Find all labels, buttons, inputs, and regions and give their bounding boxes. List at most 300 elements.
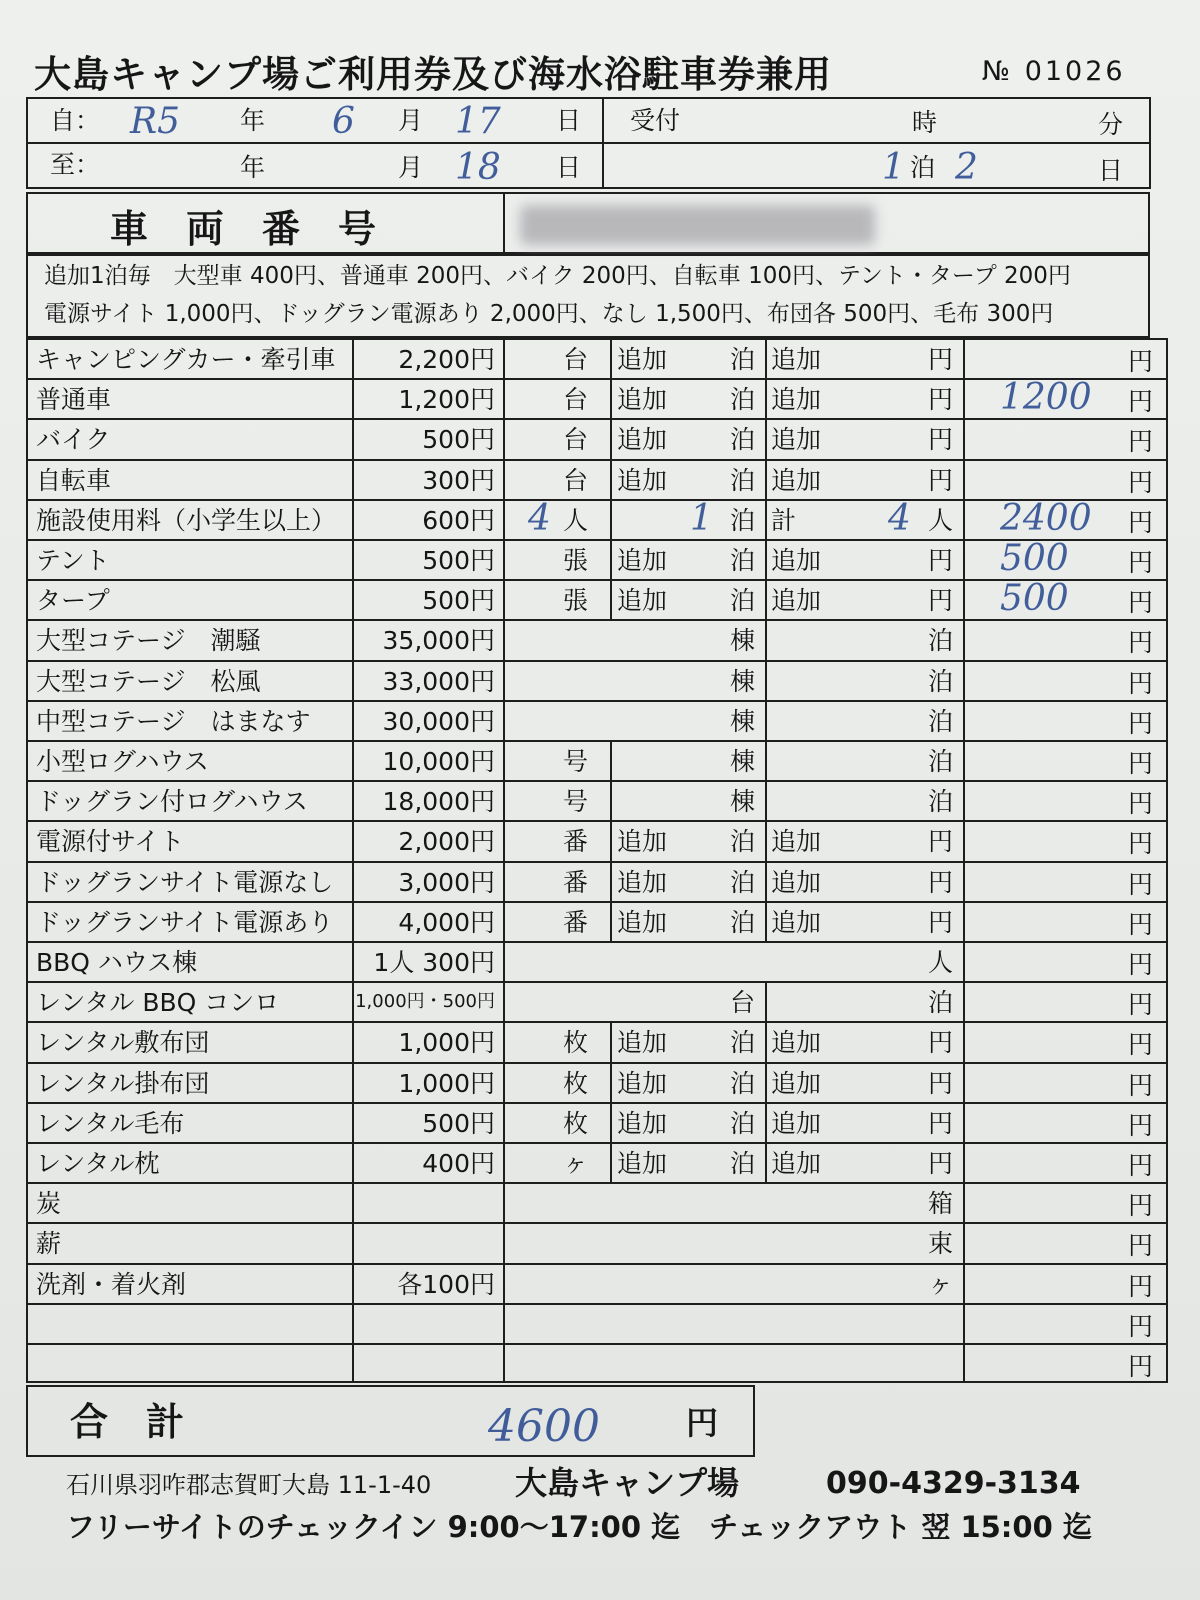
table-row-divider xyxy=(26,780,1168,782)
item-price: 4,000円 xyxy=(398,907,495,937)
table-column-divider xyxy=(352,418,354,458)
table-column-divider xyxy=(352,579,354,619)
item-price: 500円 xyxy=(422,1108,495,1138)
from-year-unit: 年 xyxy=(240,106,266,135)
table-row-divider xyxy=(26,981,1168,983)
table-column-divider xyxy=(610,780,612,820)
table-column-divider xyxy=(963,941,965,981)
table-column-divider xyxy=(352,901,354,941)
nights-unit: 台 xyxy=(730,988,756,1018)
nights-unit: 泊 xyxy=(730,586,756,616)
extra-label: 追加 xyxy=(771,1028,822,1058)
table-column-divider xyxy=(963,981,965,1021)
notice-line-2: 電源サイト 1,000円、ドッグラン電源あり 2,000円、なし 1,500円、布団各 500円、毛布 300円 xyxy=(44,301,1054,327)
from-month-unit: 月 xyxy=(398,106,424,135)
extra-label: 追加 xyxy=(617,465,668,495)
table-column-divider xyxy=(963,861,965,901)
extra-label: 追加 xyxy=(771,827,822,857)
yen-or-unit: 円 xyxy=(928,1068,954,1098)
yen-or-unit: 円 xyxy=(928,586,954,616)
unit-count: 号 xyxy=(563,787,589,817)
yen-or-unit: 円 xyxy=(928,907,954,937)
serial-value: 01026 xyxy=(1024,56,1126,87)
table-column-divider xyxy=(352,1222,354,1262)
row-total-hand: 500 xyxy=(1000,538,1069,579)
table-column-divider xyxy=(503,780,505,820)
table-column-divider xyxy=(765,1021,767,1061)
table-column-divider xyxy=(765,820,767,860)
item-price: 2,000円 xyxy=(398,827,495,857)
item-price: 1,000円・500円 xyxy=(355,991,495,1013)
row-total-yen: 円 xyxy=(1128,749,1154,778)
table-column-divider xyxy=(503,619,505,659)
unit-count: 枚 xyxy=(563,1108,589,1138)
extra-label: 追加 xyxy=(617,1108,668,1138)
extra-label: 追加 xyxy=(771,425,822,455)
extra-label: 追加 xyxy=(771,1149,822,1178)
row-total-yen: 円 xyxy=(1128,909,1154,939)
table-column-divider xyxy=(765,418,767,458)
yen-or-unit: 円 xyxy=(928,425,954,455)
item-name: レンタル掛布団 xyxy=(36,1068,210,1098)
table-row-divider xyxy=(26,539,1168,541)
nights-unit: 泊 xyxy=(730,465,756,495)
row-total-yen: 円 xyxy=(1128,1070,1154,1100)
table-row-divider xyxy=(26,499,1168,501)
table-column-divider xyxy=(352,338,354,378)
table-column-divider xyxy=(352,539,354,579)
yen-or-unit: 人 xyxy=(928,505,954,535)
table-column-divider xyxy=(765,499,767,539)
total-unit: 円 xyxy=(686,1404,719,1442)
row-total-yen: 円 xyxy=(1128,1311,1154,1341)
table-column-divider xyxy=(503,1263,505,1303)
table-column-divider xyxy=(610,740,612,780)
yen-or-unit: 泊 xyxy=(928,626,954,656)
table-row-divider xyxy=(26,1263,1168,1265)
item-name: レンタル BBQ コンロ xyxy=(36,988,280,1018)
row-total-hand: 2400 xyxy=(1000,497,1092,539)
nights-unit: 泊 xyxy=(730,505,756,535)
row-total-yen: 円 xyxy=(1128,668,1154,698)
row-total-yen: 円 xyxy=(1128,1352,1154,1381)
nights-unit: 棟 xyxy=(730,747,756,776)
extra-label: 追加 xyxy=(617,385,668,415)
row-total-yen: 円 xyxy=(1128,548,1154,577)
footer-address: 石川県羽咋郡志賀町大島 11-1-40 xyxy=(66,1471,432,1499)
table-column-divider xyxy=(503,579,505,619)
table-column-divider xyxy=(503,740,505,780)
item-price: 30,000円 xyxy=(382,706,495,736)
table-column-divider xyxy=(963,539,965,579)
table-column-divider xyxy=(503,539,505,579)
table-column-divider xyxy=(963,338,965,378)
extra-label: 追加 xyxy=(771,385,822,415)
item-name: 大型コテージ 潮騒 xyxy=(36,626,261,656)
nights-count-hand: 1 xyxy=(690,497,713,539)
item-name: 中型コテージ はまなす xyxy=(36,706,311,736)
extra-label: 追加 xyxy=(771,465,822,495)
table-row-divider xyxy=(26,619,1168,621)
table-column-divider xyxy=(610,820,612,860)
table-row-divider xyxy=(26,1343,1168,1345)
table-column-divider xyxy=(503,1021,505,1061)
row-total-yen: 円 xyxy=(1128,1151,1154,1180)
item-price: 500円 xyxy=(422,586,495,616)
item-name: 洗剤・着火剤 xyxy=(36,1269,187,1299)
table-column-divider xyxy=(352,1303,354,1343)
table-column-divider xyxy=(765,579,767,619)
table-column-divider xyxy=(503,820,505,860)
vehicle-number-label: 車 両 番 号 xyxy=(110,207,377,251)
extra-label: 追加 xyxy=(617,546,668,575)
footer-phone: 090-4329-3134 xyxy=(826,1466,1081,1501)
unit-count: 張 xyxy=(563,586,589,616)
nights-hand: 1 xyxy=(882,147,905,188)
footer-hours: フリーサイトのチェックイン 9:00〜17:00 迄 チェックアウト 翌 15:00 迄 xyxy=(66,1510,1092,1544)
row-total-yen: 円 xyxy=(1128,1271,1154,1301)
table-column-divider xyxy=(610,1062,612,1102)
table-column-divider xyxy=(765,660,767,700)
item-name: 施設使用料（小学生以上） xyxy=(36,505,337,535)
table-column-divider xyxy=(352,740,354,780)
yen-or-unit: 円 xyxy=(928,345,954,374)
table-column-divider xyxy=(765,338,767,378)
table-row-divider xyxy=(26,700,1168,702)
table-column-divider xyxy=(610,861,612,901)
table-column-divider xyxy=(610,499,612,539)
row-total-yen: 円 xyxy=(1128,950,1154,979)
unit-count: 台 xyxy=(563,345,589,374)
extra-label: 追加 xyxy=(617,345,668,374)
item-price: 35,000円 xyxy=(382,626,495,656)
table-row-divider xyxy=(26,459,1168,461)
item-name: ドッグランサイト電源あり xyxy=(36,907,334,937)
extra-label: 追加 xyxy=(617,586,668,616)
extra-label: 追加 xyxy=(771,1108,822,1138)
item-price: 1,000円 xyxy=(398,1068,495,1098)
extra-label: 追加 xyxy=(771,907,822,937)
row-total-yen: 円 xyxy=(1128,347,1154,376)
table-column-divider xyxy=(963,1062,965,1102)
people-count-hand: 4 xyxy=(528,497,551,539)
nights-unit: 泊 xyxy=(730,827,756,857)
item-price: 1,000円 xyxy=(398,1028,495,1058)
yen-or-unit: 泊 xyxy=(928,666,954,696)
item-name: レンタル敷布団 xyxy=(36,1028,210,1058)
row-total-yen: 円 xyxy=(1128,1191,1154,1221)
table-column-divider xyxy=(963,459,965,499)
item-name: 大型コテージ 松風 xyxy=(36,666,261,696)
footer-campsite-name: 大島キャンプ場 xyxy=(515,1464,740,1502)
item-name: 炭 xyxy=(36,1189,62,1219)
table-row-divider xyxy=(26,820,1168,822)
table-column-divider xyxy=(610,338,612,378)
yen-or-unit: 泊 xyxy=(928,988,954,1018)
ticket-title: 大島キャンプ場ご利用券及び海水浴駐車券兼用 xyxy=(34,53,832,96)
table-column-divider xyxy=(963,418,965,458)
table-column-divider xyxy=(610,1021,612,1061)
item-name: レンタル枕 xyxy=(36,1149,160,1178)
extra-label: 追加 xyxy=(617,1028,668,1058)
table-column-divider xyxy=(963,1343,965,1383)
yen-or-unit: 円 xyxy=(928,546,954,575)
extra-label: 追加 xyxy=(771,867,822,897)
table-column-divider xyxy=(610,901,612,941)
table-column-divider xyxy=(352,1263,354,1303)
extra-label: 追加 xyxy=(771,546,822,575)
table-row-divider xyxy=(26,740,1168,742)
table-row-divider xyxy=(26,418,1168,420)
table-column-divider xyxy=(352,1062,354,1102)
yen-or-unit: 泊 xyxy=(928,706,954,736)
table-column-divider xyxy=(503,901,505,941)
table-row-divider xyxy=(26,1021,1168,1023)
extra-label: 追加 xyxy=(617,1149,668,1178)
table-column-divider xyxy=(765,539,767,579)
unit-count: 番 xyxy=(563,867,589,897)
table-column-divider xyxy=(963,579,965,619)
item-price: 各100円 xyxy=(397,1269,495,1299)
serial-label: № xyxy=(982,56,1014,87)
table-row-divider xyxy=(26,660,1168,662)
nights-unit: 泊 xyxy=(730,425,756,455)
nights-unit: 棟 xyxy=(730,787,756,817)
row-total-yen: 円 xyxy=(1128,588,1154,618)
table-column-divider xyxy=(503,418,505,458)
table-row-divider xyxy=(26,861,1168,863)
unit-count: ヶ xyxy=(563,1149,589,1178)
row-total-yen: 円 xyxy=(1128,427,1154,457)
total-people-hand: 4 xyxy=(888,497,911,539)
yen-or-unit: 束 xyxy=(928,1229,954,1259)
yen-or-unit: 円 xyxy=(928,867,954,897)
stay-day-unit: 日 xyxy=(1098,156,1124,185)
table-column-divider xyxy=(963,499,965,539)
table-row-divider xyxy=(26,579,1168,581)
table-column-divider xyxy=(352,1343,354,1383)
item-name: 普通車 xyxy=(36,385,112,415)
yen-or-unit: 泊 xyxy=(928,787,954,817)
table-row-divider xyxy=(26,1142,1168,1144)
row-total-yen: 円 xyxy=(1128,789,1154,819)
table-column-divider xyxy=(765,780,767,820)
table-column-divider xyxy=(963,820,965,860)
unit-count: 番 xyxy=(563,827,589,857)
to-year-unit: 年 xyxy=(240,153,266,182)
table-column-divider xyxy=(503,338,505,378)
table-column-divider xyxy=(765,459,767,499)
days-hand: 2 xyxy=(955,147,978,188)
row-total-hand: 500 xyxy=(1000,578,1069,620)
extra-label: 追加 xyxy=(617,1068,668,1098)
item-price: 1人 300円 xyxy=(373,948,495,977)
table-row-divider xyxy=(26,1303,1168,1305)
table-column-divider xyxy=(352,1182,354,1222)
unit-count: 張 xyxy=(563,546,589,575)
reception-label: 受付 xyxy=(630,106,681,135)
row-total-hand: 1200 xyxy=(1000,377,1092,419)
unit-count: 枚 xyxy=(563,1068,589,1098)
table-column-divider xyxy=(765,1102,767,1142)
yen-or-unit: 箱 xyxy=(928,1189,954,1219)
table-column-divider xyxy=(503,660,505,700)
item-price: 33,000円 xyxy=(382,666,495,696)
table-column-divider xyxy=(352,700,354,740)
table-column-divider xyxy=(503,861,505,901)
table-column-divider xyxy=(765,619,767,659)
nights-unit: 泊 xyxy=(730,867,756,897)
item-name: 電源付サイト xyxy=(36,827,185,857)
item-price: 400円 xyxy=(422,1149,495,1178)
table-column-divider xyxy=(765,378,767,418)
item-price: 1,200円 xyxy=(398,385,495,415)
row-total-yen: 円 xyxy=(1128,628,1154,658)
table-row-divider xyxy=(26,901,1168,903)
hour-unit: 時 xyxy=(912,108,938,137)
table-column-divider xyxy=(963,660,965,700)
table-column-divider xyxy=(765,861,767,901)
row-total-yen: 円 xyxy=(1128,1030,1154,1060)
table-column-divider xyxy=(503,1062,505,1102)
table-column-divider xyxy=(963,740,965,780)
row-total-yen: 円 xyxy=(1128,869,1154,899)
item-name: 自転車 xyxy=(36,465,112,495)
unit-count: 人 xyxy=(563,505,589,535)
table-column-divider xyxy=(352,1021,354,1061)
table-column-divider xyxy=(503,1182,505,1222)
row-total-yen: 円 xyxy=(1128,387,1154,417)
unit-count: 台 xyxy=(563,425,589,455)
extra-label: 追加 xyxy=(617,907,668,937)
table-row-divider xyxy=(26,1182,1168,1184)
extra-label: 追加 xyxy=(617,867,668,897)
table-column-divider xyxy=(963,700,965,740)
table-column-divider xyxy=(610,459,612,499)
table-column-divider xyxy=(610,579,612,619)
table-column-divider xyxy=(765,700,767,740)
total-label: 合 計 xyxy=(70,1400,185,1444)
item-name: レンタル毛布 xyxy=(36,1108,185,1138)
table-column-divider xyxy=(352,459,354,499)
extra-label: 追加 xyxy=(771,345,822,374)
from-year-hand: R5 xyxy=(130,101,181,142)
nights-unit: 泊 xyxy=(730,345,756,374)
table-column-divider xyxy=(610,539,612,579)
table-column-divider xyxy=(503,941,505,981)
from-label: 自： xyxy=(50,106,101,135)
table-column-divider xyxy=(610,418,612,458)
nights-unit: 棟 xyxy=(730,626,756,656)
item-name: バイク xyxy=(36,425,111,455)
nights-unit: 泊 xyxy=(730,1149,756,1178)
table-column-divider xyxy=(963,1263,965,1303)
table-row-divider xyxy=(26,1102,1168,1104)
table-column-divider xyxy=(765,981,767,1021)
table-column-divider xyxy=(963,1182,965,1222)
yen-or-unit: 泊 xyxy=(928,747,954,776)
table-column-divider xyxy=(503,981,505,1021)
table-column-divider xyxy=(963,901,965,941)
table-column-divider xyxy=(963,1303,965,1343)
table-column-divider xyxy=(610,1142,612,1182)
unit-count: 号 xyxy=(563,747,589,776)
table-column-divider xyxy=(352,780,354,820)
extra-label: 計 xyxy=(771,505,797,535)
yen-or-unit: ヶ xyxy=(928,1269,954,1299)
row-total-yen: 円 xyxy=(1128,1110,1154,1140)
nights-unit: 泊 xyxy=(730,385,756,415)
nights-unit: 泊 xyxy=(730,1068,756,1098)
item-price: 500円 xyxy=(422,546,495,575)
item-name: キャンピングカー・牽引車 xyxy=(36,345,336,374)
table-column-divider xyxy=(610,378,612,418)
item-price: 300円 xyxy=(422,465,495,495)
table-column-divider xyxy=(352,660,354,700)
unit-count: 台 xyxy=(563,465,589,495)
table-column-divider xyxy=(503,1343,505,1383)
table-column-divider xyxy=(503,700,505,740)
table-column-divider xyxy=(503,499,505,539)
table-column-divider xyxy=(352,619,354,659)
yen-or-unit: 円 xyxy=(928,827,954,857)
unit-count: 枚 xyxy=(563,1028,589,1058)
table-column-divider xyxy=(352,378,354,418)
vehicle-number-redacted xyxy=(520,205,875,245)
table-column-divider xyxy=(765,1062,767,1102)
table-column-divider xyxy=(963,780,965,820)
yen-or-unit: 人 xyxy=(928,948,954,977)
table-column-divider xyxy=(765,740,767,780)
table-column-divider xyxy=(765,1142,767,1182)
row-total-yen: 円 xyxy=(1128,467,1154,497)
to-day-hand: 18 xyxy=(455,147,501,188)
item-price: 600円 xyxy=(422,505,495,535)
yen-or-unit: 円 xyxy=(928,465,954,495)
table-column-divider xyxy=(963,1021,965,1061)
table-column-divider xyxy=(503,1142,505,1182)
unit-count: 番 xyxy=(563,907,589,937)
item-name: 薪 xyxy=(36,1229,62,1259)
extra-label: 追加 xyxy=(771,1068,822,1098)
item-price: 3,000円 xyxy=(398,867,495,897)
yen-or-unit: 円 xyxy=(928,1149,954,1178)
row-total-yen: 円 xyxy=(1128,708,1154,738)
nights-unit: 棟 xyxy=(730,666,756,696)
item-name: タープ xyxy=(36,586,110,616)
nights-unit: 泊 xyxy=(730,546,756,575)
table-column-divider xyxy=(503,378,505,418)
unit-count: 台 xyxy=(563,385,589,415)
table-column-divider xyxy=(963,1142,965,1182)
item-name: 小型ログハウス xyxy=(36,747,209,776)
item-price: 2,200円 xyxy=(398,345,495,374)
table-column-divider xyxy=(352,1142,354,1182)
table-column-divider xyxy=(352,861,354,901)
yen-or-unit: 円 xyxy=(928,1028,954,1058)
table-row-divider xyxy=(26,378,1168,380)
row-total-yen: 円 xyxy=(1128,990,1154,1020)
extra-label: 追加 xyxy=(617,827,668,857)
yen-or-unit: 円 xyxy=(928,1108,954,1138)
total-hand-value: 4600 xyxy=(488,1401,600,1452)
table-column-divider xyxy=(503,459,505,499)
nights-unit: 泊 xyxy=(910,153,936,182)
table-column-divider xyxy=(963,1102,965,1142)
serial-number xyxy=(982,56,1126,87)
table-column-divider xyxy=(963,378,965,418)
extra-label: 追加 xyxy=(771,586,822,616)
